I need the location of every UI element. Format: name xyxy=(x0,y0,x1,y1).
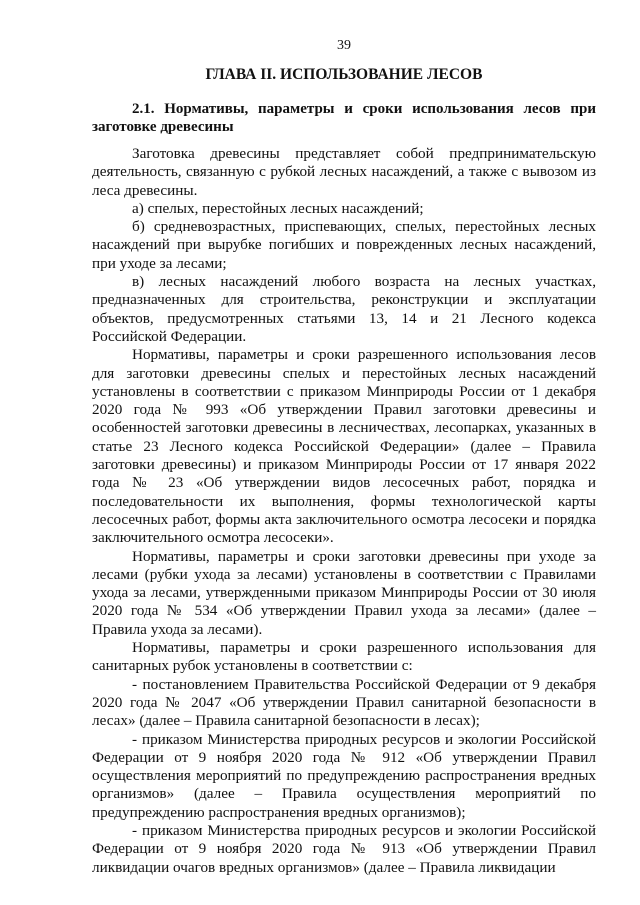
page-number: 39 xyxy=(337,38,351,53)
list-item-b: б) средневозрастных, приспевающих, спелых, перестойных лесных насаждений при вырубке погибших и поврежденных лесных насаждений, при уходе за лесами; xyxy=(92,218,596,272)
paragraph-intro: Заготовка древесины представляет собой предпринимательскую деятельность, связанную с рубкой лесных насаждений, а также с вывозом из леса древесины. xyxy=(92,145,596,199)
paragraph-norms-care: Нормативы, параметры и сроки заготовки древесины при уходе за лесами (рубки ухода за лесами) установлены в соответствии с Правилами ухода за лесами, утвержденными приказом Минприроды России от 30 июля 2020 года № 534 «Об утверждении Правил ухода за лесами» (далее – Правила ухода за лесами). xyxy=(92,547,596,638)
list-item-a: а) спелых, перестойных лесных насаждений; xyxy=(132,199,424,217)
paragraph-norms-logging: Нормативы, параметры и сроки разрешенного использования лесов для заготовки древесины спелых и перестойных лесных насаждений установлены в соответствии с приказом Минприроды России от 1 декабря 2020 года № 993 «Об утверждении Правил заготовки древесины и особенностей заготовки древесины в лесничествах, лесопарках, указанных в статье 23 Лесного кодекса Российской Федерации» (далее – Правила заготовки древесины) и приказом Минприроды России от 17 января 2022 года № 23 «Об утверждении видов лесосечных работ, порядка и последовательности их выполнения, формы технологической карты лесосечных работ, формы акта заключительного осмотра лесосеки и порядка заключительного осмотра лесосеки». xyxy=(92,346,596,547)
paragraph-norms-sanitary: Нормативы, параметры и сроки разрешенного использования для санитарных рубок установлены в соответствии с: xyxy=(92,639,596,675)
document-body xyxy=(92,145,596,877)
section-title: 2.1. Нормативы, параметры и сроки использования лесов при заготовке древесины xyxy=(92,101,596,136)
list-item-c: в) лесных насаждений любого возраста на лесных участках, предназначенных для строительства, реконструкции и эксплуатации объектов, предусмотренных статьями 13, 14 и 21 Лесного кодекса Российской Федерации. xyxy=(92,273,596,345)
list-item-order-913: - приказом Министерства природных ресурсов и экологии Российской Федерации от 9 ноября 2020 года № 913 «Об утверждении Правил ликвидации очагов вредных организмов» (далее – Правила ликвидации xyxy=(92,821,596,876)
list-item-order-912: - приказом Министерства природных ресурсов и экологии Российской Федерации от 9 ноября 2020 года № 912 «Об утверждении Правил осуществления мероприятий по предупреждению распространения вредных организмов» (далее – Правила осуществления мероприятий по предупреждению распространения вредных организмов); xyxy=(92,730,596,821)
list-item-decree-2047: - постановлением Правительства Российской Федерации от 9 декабря 2020 года № 2047 «Об утверждении Правил санитарной безопасности в лесах» (далее – Правила санитарной безопасности в лесах); xyxy=(92,675,596,730)
chapter-title: ГЛАВА II. ИСПОЛЬЗОВАНИЕ ЛЕСОВ xyxy=(205,66,483,83)
